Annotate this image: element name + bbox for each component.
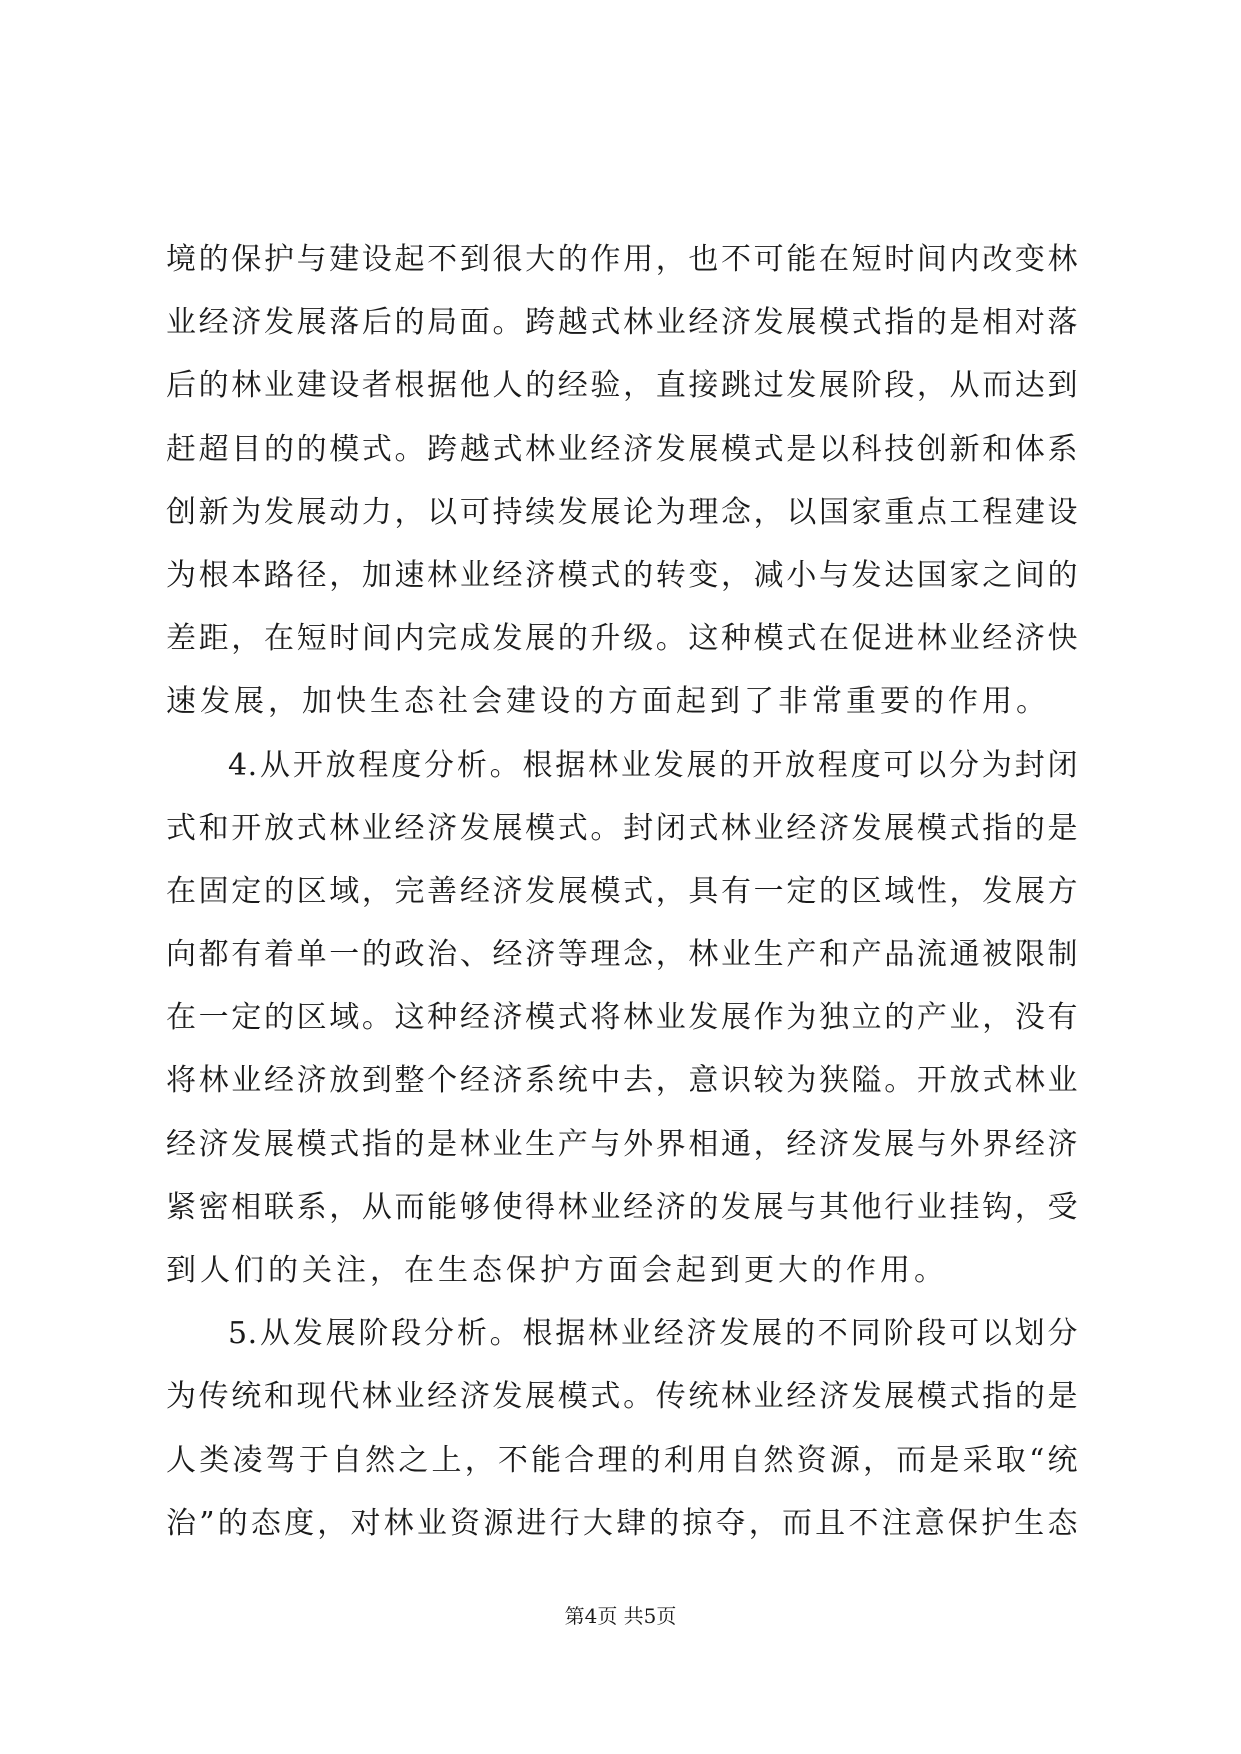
text-line: 将林业经济放到整个经济系统中去，意识较为狭隘。开放式林业: [166, 1063, 1078, 1099]
text-line: 4.从开放程度分析。根据林业发展的开放程度可以分为封闭: [228, 747, 1078, 783]
page-footer: 第4页 共5页: [564, 1604, 677, 1628]
text-line: 治”的态度，对林业资源进行大肆的掠夺，而且不注意保护生态: [166, 1505, 1078, 1541]
text-line: 业经济发展落后的局面。跨越式林业经济发展模式指的是相对落: [166, 305, 1078, 341]
text-line: 为传统和现代林业经济发展模式。传统林业经济发展模式指的是: [166, 1379, 1078, 1415]
text-line: 境的保护与建设起不到很大的作用，也不可能在短时间内改变林: [166, 242, 1078, 277]
text-line: 在固定的区域，完善经济发展模式，具有一定的区域性，发展方: [166, 873, 1078, 909]
text-line: 速发展，加快生态社会建设的方面起到了非常重要的作用。: [166, 684, 1050, 720]
text-line: 紧密相联系，从而能够使得林业经济的发展与其他行业挂钩，受: [166, 1189, 1078, 1225]
text-line: 差距，在短时间内完成发展的升级。这种模式在促进林业经济快: [166, 621, 1078, 657]
body-text: [166, 228, 1078, 1555]
text-line: 5.从发展阶段分析。根据林业经济发展的不同阶段可以划分: [228, 1316, 1078, 1352]
text-line: 在一定的区域。这种经济模式将林业发展作为独立的产业，没有: [166, 1000, 1078, 1036]
text-line: 后的林业建设者根据他人的经验，直接跳过发展阶段，从而达到: [166, 368, 1078, 404]
text-line: 创新为发展动力，以可持续发展论为理念，以国家重点工程建设: [166, 494, 1078, 530]
text-line: 式和开放式林业经济发展模式。封闭式林业经济发展模式指的是: [166, 810, 1078, 846]
text-line: 为根本路径，加速林业经济模式的转变，减小与发达国家之间的: [166, 557, 1078, 593]
text-line: 人类凌驾于自然之上，不能合理的利用自然资源，而是采取“统: [166, 1442, 1078, 1478]
text-line: 向都有着单一的政治、经济等理念，林业生产和产品流通被限制: [166, 937, 1078, 973]
text-line: 经济发展模式指的是林业生产与外界相通，经济发展与外界经济: [166, 1126, 1078, 1162]
text-line: 赶超目的的模式。跨越式林业经济发展模式是以科技创新和体系: [166, 431, 1078, 467]
text-line: 到人们的关注，在生态保护方面会起到更大的作用。: [166, 1253, 948, 1288]
